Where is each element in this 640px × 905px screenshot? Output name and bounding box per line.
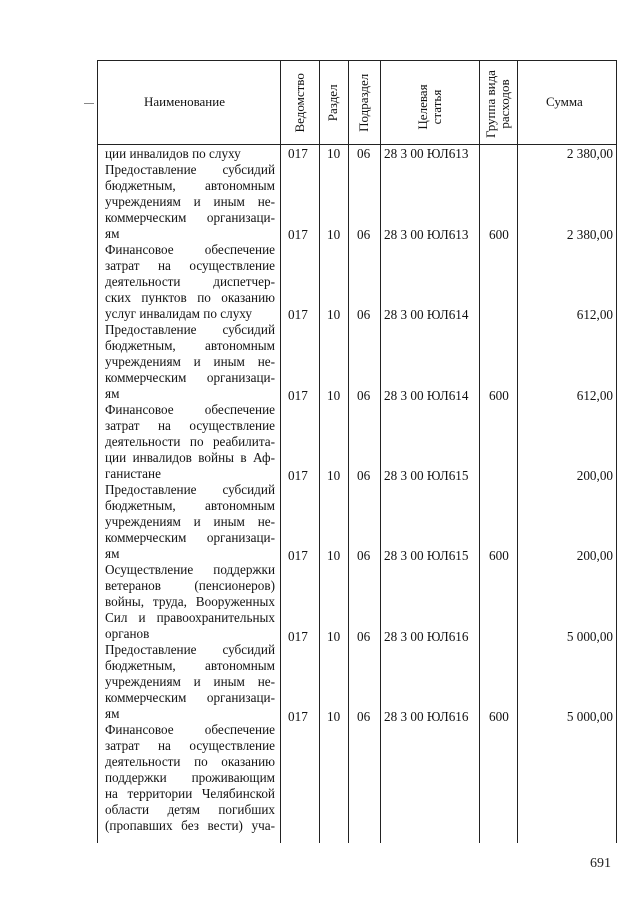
cell-dept: 017	[288, 227, 308, 242]
cell-amount: 2 380,00	[566, 227, 613, 242]
cell-subsection: 06	[357, 709, 371, 724]
cell-subsection: 06	[357, 629, 371, 644]
name-line: ских пунктов по оказанию	[105, 290, 275, 305]
name-line: бюджетным, автономным	[105, 658, 275, 673]
cell-amount: 5 000,00	[566, 709, 613, 724]
cell-amount: 5 000,00	[566, 629, 613, 644]
cell-subsection: 06	[357, 146, 371, 161]
cell-group: 600	[489, 227, 509, 242]
name-line: бюджетным, автономным	[105, 338, 275, 353]
cell-dept: 017	[288, 307, 308, 322]
page-number: 691	[590, 856, 611, 871]
cell-subsection: 06	[357, 227, 371, 242]
name-line: коммерческим организаци-	[105, 210, 275, 225]
name-line: учреждениям и иным не-	[105, 674, 275, 689]
cell-group: 600	[489, 709, 509, 724]
name-line: Сил и правоохранительных	[105, 610, 275, 625]
header-name: Наименование	[144, 94, 225, 109]
name-column-text	[105, 146, 275, 834]
name-line: Предоставление субсидий	[105, 322, 275, 337]
cell-dept: 017	[288, 468, 308, 483]
header-subsection: Подраздел	[356, 73, 372, 132]
col-border-article-group	[479, 60, 480, 843]
name-line: на территории Челябинской	[105, 786, 275, 801]
cell-amount: 2 380,00	[566, 146, 613, 161]
col-border-group-amount	[517, 60, 518, 843]
col-border-left	[97, 60, 98, 843]
cell-section: 10	[327, 548, 341, 563]
header-target-article: Целевая статья	[415, 84, 444, 130]
name-line: бюджетным, автономным	[105, 498, 275, 513]
cell-article: 28 3 00 ЮЛ613	[384, 146, 469, 161]
col-border-section-subsection	[348, 60, 349, 843]
name-line: Финансовое обеспечение	[105, 722, 275, 737]
cell-article: 28 3 00 ЮЛ613	[384, 227, 469, 242]
cell-dept: 017	[288, 146, 308, 161]
name-line: Финансовое обеспечение	[105, 402, 275, 417]
name-line: ганистане	[105, 466, 161, 481]
name-line: ции инвалидов войны в Аф-	[105, 450, 275, 465]
name-line: Осуществление поддержки	[105, 562, 275, 577]
cell-section: 10	[327, 388, 341, 403]
cell-article: 28 3 00 ЮЛ615	[384, 548, 469, 563]
cell-subsection: 06	[357, 468, 371, 483]
name-line: ям	[105, 226, 120, 241]
name-line: затрат на осуществление	[105, 418, 275, 433]
cell-dept: 017	[288, 548, 308, 563]
name-line: войны, труда, Вооруженных	[105, 594, 275, 609]
cell-section: 10	[327, 146, 341, 161]
col-border-right	[616, 60, 617, 843]
cell-amount: 612,00	[576, 307, 613, 322]
name-line: ветеранов (пенсионеров)	[105, 578, 275, 593]
cell-section: 10	[327, 227, 341, 242]
name-line: (пропавших без вести) уча-	[105, 818, 275, 833]
name-line: органов	[105, 626, 150, 641]
cell-section: 10	[327, 629, 341, 644]
cell-subsection: 06	[357, 388, 371, 403]
header-department: Ведомство	[292, 73, 308, 133]
cell-dept: 017	[288, 709, 308, 724]
name-line: коммерческим организаци-	[105, 530, 275, 545]
name-line: учреждениям и иным не-	[105, 194, 275, 209]
col-border-subsection-article	[380, 60, 381, 843]
cell-subsection: 06	[357, 307, 371, 322]
cell-article: 28 3 00 ЮЛ616	[384, 629, 469, 644]
cell-article: 28 3 00 ЮЛ614	[384, 388, 469, 403]
cell-amount: 612,00	[576, 388, 613, 403]
cell-section: 10	[327, 307, 341, 322]
name-line: поддержки проживающим	[105, 770, 275, 785]
name-line: коммерческим организаци-	[105, 690, 275, 705]
name-line: ям	[105, 546, 120, 561]
header-amount: Сумма	[546, 94, 583, 109]
cell-section: 10	[327, 468, 341, 483]
cell-article: 28 3 00 ЮЛ615	[384, 468, 469, 483]
margin-mark	[84, 103, 94, 104]
name-line: затрат на осуществление	[105, 258, 275, 273]
name-line: ции инвалидов по слуху	[105, 146, 241, 161]
header-bottom-border	[97, 144, 617, 145]
name-line: учреждениям и иным не-	[105, 514, 275, 529]
cell-group: 600	[489, 548, 509, 563]
cell-subsection: 06	[357, 548, 371, 563]
name-line: деятельности по оказанию	[105, 754, 275, 769]
name-line: Предоставление субсидий	[105, 162, 275, 177]
name-line: коммерческим организаци-	[105, 370, 275, 385]
name-line: Предоставление субсидий	[105, 482, 275, 497]
header-expense-group: Группа вида расходов	[483, 70, 512, 138]
cell-article: 28 3 00 ЮЛ616	[384, 709, 469, 724]
cell-dept: 017	[288, 629, 308, 644]
name-line: Предоставление субсидий	[105, 642, 275, 657]
name-line: ям	[105, 386, 120, 401]
name-line: учреждениям и иным не-	[105, 354, 275, 369]
cell-dept: 017	[288, 388, 308, 403]
name-line: бюджетным, автономным	[105, 178, 275, 193]
name-line: затрат на осуществление	[105, 738, 275, 753]
cell-amount: 200,00	[576, 468, 613, 483]
col-border-name-dept	[280, 60, 281, 843]
name-line: ям	[105, 706, 120, 721]
name-line: Финансовое обеспечение	[105, 242, 275, 257]
cell-article: 28 3 00 ЮЛ614	[384, 307, 469, 322]
cell-group: 600	[489, 388, 509, 403]
name-line: услуг инвалидам по слуху	[105, 306, 252, 321]
table-top-border	[97, 60, 617, 61]
col-border-dept-section	[319, 60, 320, 843]
header-section: Раздел	[325, 84, 341, 122]
cell-amount: 200,00	[576, 548, 613, 563]
name-line: области детям погибших	[105, 802, 275, 817]
cell-section: 10	[327, 709, 341, 724]
name-line: деятельности по реабилита-	[105, 434, 275, 449]
name-line: деятельности диспетчер-	[105, 274, 275, 289]
